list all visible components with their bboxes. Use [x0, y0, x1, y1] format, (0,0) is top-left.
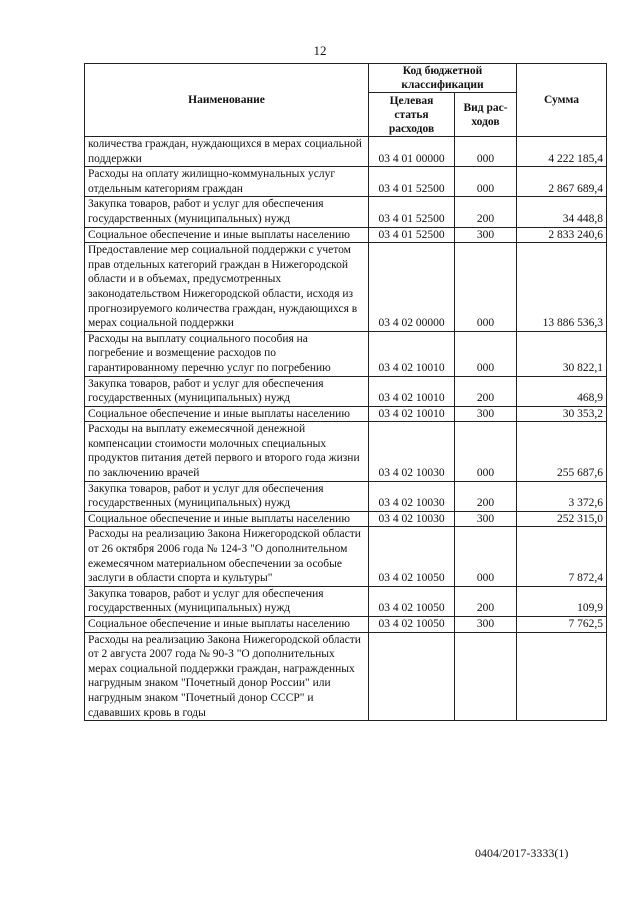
row-sum: 7 872,4: [517, 527, 607, 586]
row-expense-kind: 000: [455, 137, 517, 167]
row-expense-kind: 300: [455, 617, 517, 633]
row-sum: [517, 632, 607, 721]
row-name: Социальное обеспечение и иные выплаты населению: [85, 511, 369, 527]
row-name: Социальное обеспечение и иные выплаты населению: [85, 617, 369, 633]
row-expense-kind: 200: [455, 481, 517, 511]
row-expense-kind: 300: [455, 227, 517, 243]
row-target-code: 03 4 02 10030: [369, 422, 455, 481]
row-expense-kind: 300: [455, 406, 517, 422]
row-sum: 13 886 536,3: [517, 243, 607, 332]
row-name: Социальное обеспечение и иные выплаты населению: [85, 406, 369, 422]
row-sum: 109,9: [517, 586, 607, 616]
row-name: Закупка товаров, работ и услуг для обеспечения государственных (муниципальных) нужд: [85, 197, 369, 227]
table-row: [85, 197, 607, 227]
table-row: [85, 527, 607, 586]
row-sum: 252 315,0: [517, 511, 607, 527]
table-row: [85, 586, 607, 616]
row-name: Закупка товаров, работ и услуг для обеспечения государственных (муниципальных) нужд: [85, 376, 369, 406]
table-row: [85, 422, 607, 481]
row-expense-kind: [455, 632, 517, 721]
document-code: 0404/2017-3333(1): [475, 846, 569, 860]
row-sum: 30 822,1: [517, 331, 607, 376]
row-expense-kind: 200: [455, 586, 517, 616]
table-row: [85, 406, 607, 422]
row-expense-kind: 000: [455, 422, 517, 481]
row-name: Расходы на выплату ежемесячной денежной компенсации стоимости молочных специальных продуктов питания детей первого и второго года жизни по заключению врачей: [85, 422, 369, 481]
row-target-code: 03 4 02 10050: [369, 617, 455, 633]
table-row: [85, 376, 607, 406]
row-target-code: 03 4 02 10030: [369, 511, 455, 527]
table-row: [85, 511, 607, 527]
row-target-code: 03 4 02 10030: [369, 481, 455, 511]
row-sum: 255 687,6: [517, 422, 607, 481]
row-expense-kind: 300: [455, 511, 517, 527]
row-target-code: 03 4 01 00000: [369, 137, 455, 167]
row-target-code: 03 4 02 10010: [369, 331, 455, 376]
table-row: [85, 617, 607, 633]
table-row: [85, 243, 607, 332]
row-name: Расходы на реализацию Закона Нижегородской области от 26 октября 2006 года № 124-З "О дополнительном ежемесячном материальном обеспечении за особые заслуги в области спорта и культуры": [85, 527, 369, 586]
row-name: Предоставление мер социальной поддержки с учетом прав отдельных категорий граждан в Нижегородской области и в объемах, предусмотренных законодательством Нижегородской области, исходя из прогнозируемого количества граждан, нуждающихся в мерах социальной поддержки: [85, 243, 369, 332]
row-sum: 7 762,5: [517, 617, 607, 633]
row-target-code: 03 4 02 10010: [369, 376, 455, 406]
row-name: Расходы на выплату социального пособия на погребение и возмещение расходов по гарантированному перечню услуг по погребению: [85, 331, 369, 376]
row-name: Расходы на реализацию Закона Нижегородской области от 2 августа 2007 года № 90-З "О дополнительных мерах социальной поддержки граждан, награжденных нагрудным знаком "Почетный донор России" или нагрудным знаком "Почетный донор СССР" и сдававших кровь в годы: [85, 632, 369, 721]
header-kind: Вид рас-ходов: [455, 93, 517, 137]
row-target-code: 03 4 02 10010: [369, 406, 455, 422]
row-expense-kind: 000: [455, 167, 517, 197]
row-sum: 34 448,8: [517, 197, 607, 227]
page-number: 12: [313, 43, 327, 58]
row-target-code: 03 4 01 52500: [369, 167, 455, 197]
row-sum: 3 372,6: [517, 481, 607, 511]
row-name: количества граждан, нуждающихся в мерах социальной поддержки: [85, 137, 369, 167]
header-code-group: Код бюджетной классификации: [369, 64, 517, 93]
row-target-code: 03 4 01 52500: [369, 227, 455, 243]
budget-table: [84, 63, 607, 721]
table-row: [85, 137, 607, 167]
table-row: [85, 227, 607, 243]
row-expense-kind: 200: [455, 376, 517, 406]
row-target-code: 03 4 01 52500: [369, 197, 455, 227]
table-row: [85, 481, 607, 511]
table-row: [85, 331, 607, 376]
row-target-code: [369, 632, 455, 721]
row-name: Расходы на оплату жилищно-коммунальных услуг отдельным категориям граждан: [85, 167, 369, 197]
row-sum: 4 222 185,4: [517, 137, 607, 167]
row-expense-kind: 200: [455, 197, 517, 227]
table-row: [85, 167, 607, 197]
row-sum: 468,9: [517, 376, 607, 406]
row-target-code: 03 4 02 10050: [369, 586, 455, 616]
row-expense-kind: 000: [455, 243, 517, 332]
row-name: Закупка товаров, работ и услуг для обеспечения государственных (муниципальных) нужд: [85, 586, 369, 616]
row-expense-kind: 000: [455, 527, 517, 586]
row-sum: 2 867 689,4: [517, 167, 607, 197]
header-name: Наименование: [85, 64, 369, 137]
row-name: Закупка товаров, работ и услуг для обеспечения государственных (муниципальных) нужд: [85, 481, 369, 511]
row-sum: 2 833 240,6: [517, 227, 607, 243]
row-target-code: 03 4 02 00000: [369, 243, 455, 332]
header-target: Целевая статья расходов: [369, 93, 455, 137]
row-name: Социальное обеспечение и иные выплаты населению: [85, 227, 369, 243]
row-sum: 30 353,2: [517, 406, 607, 422]
row-target-code: 03 4 02 10050: [369, 527, 455, 586]
table-row: [85, 632, 607, 721]
header-sum: Сумма: [517, 64, 607, 137]
row-expense-kind: 000: [455, 331, 517, 376]
